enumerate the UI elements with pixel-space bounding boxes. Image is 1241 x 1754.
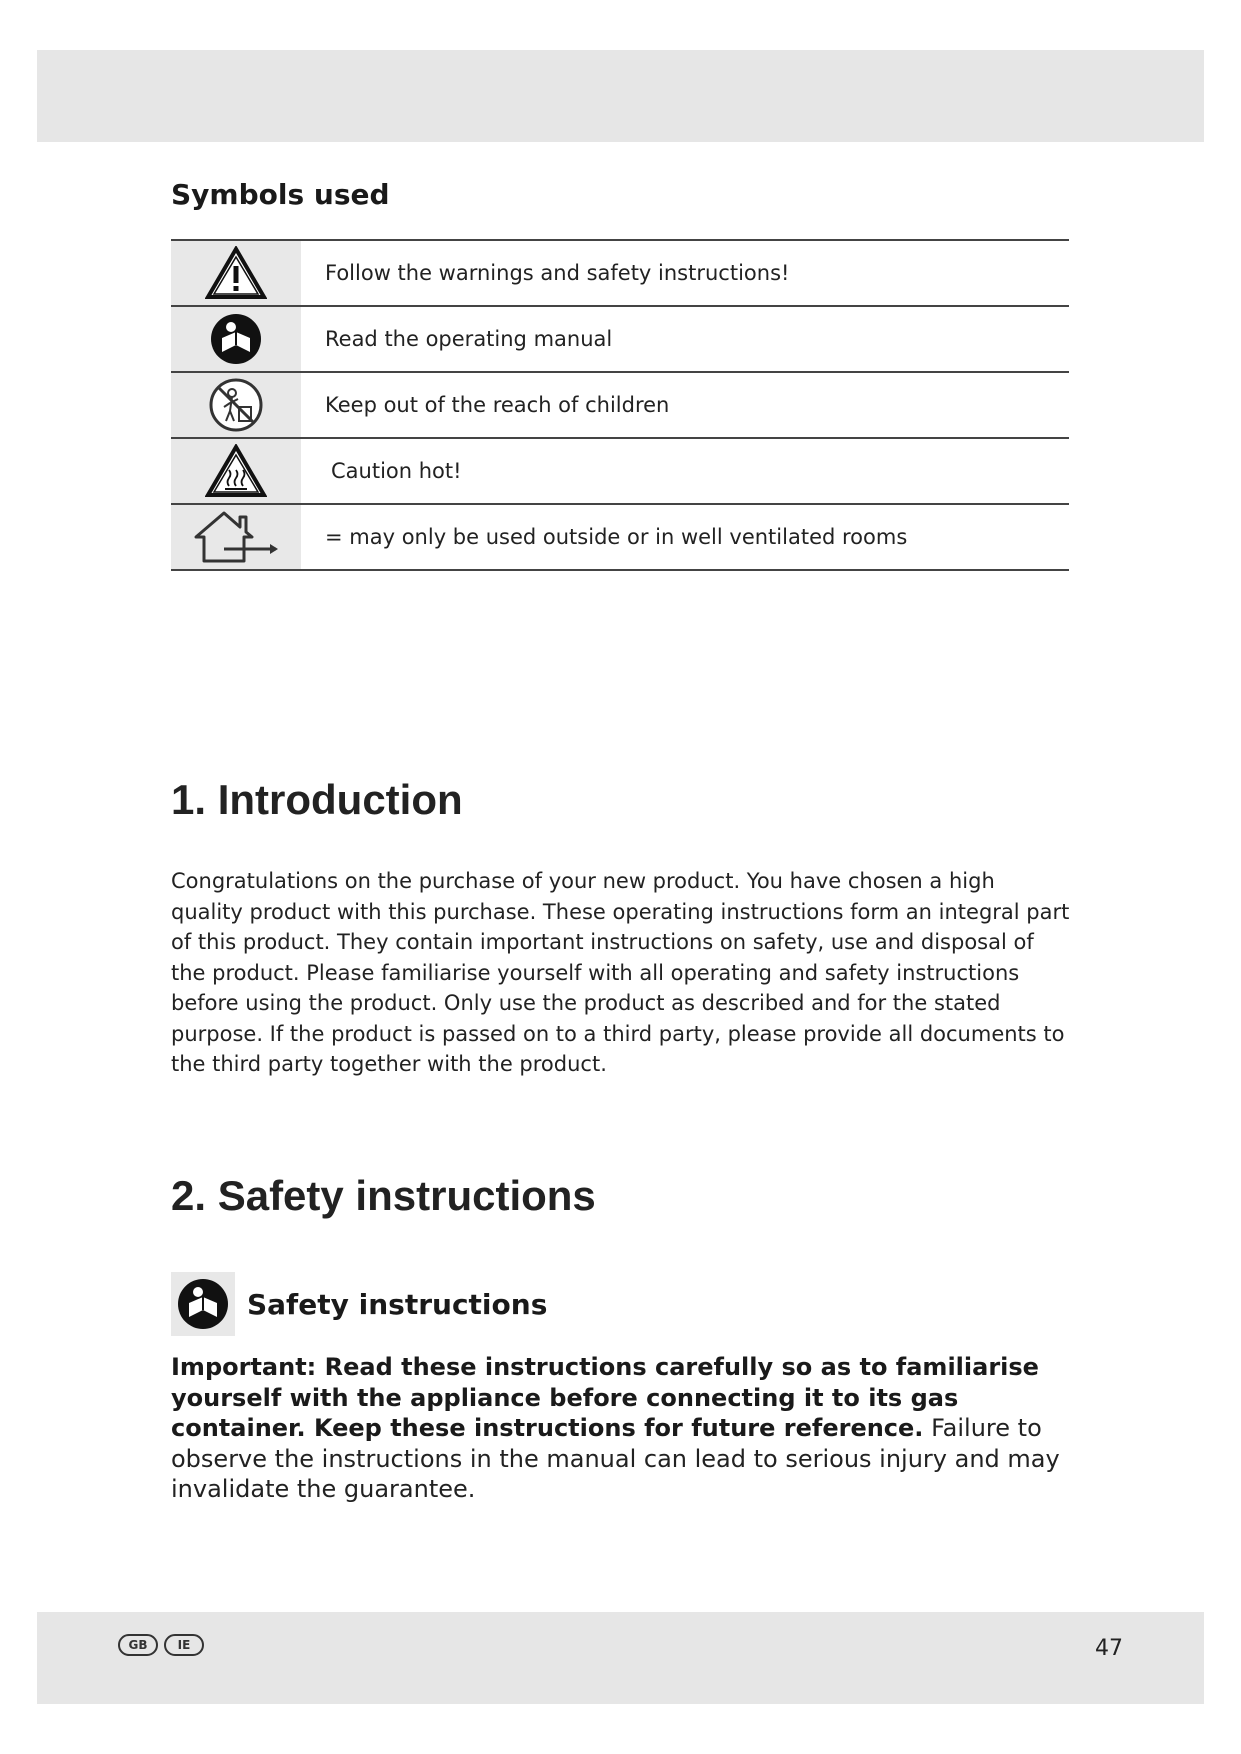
read-manual-icon [176,1277,230,1331]
read-manual-icon [209,312,263,366]
symbol-row [171,241,1069,307]
symbols-table [171,239,1069,571]
no-children-icon [208,377,264,433]
country-flags [118,1634,204,1656]
symbol-description: Read the operating manual [325,327,613,351]
symbols-title: Symbols used [171,178,390,211]
footer-band [37,1612,1204,1704]
warning-triangle-icon [205,246,267,300]
symbol-description: = may only be used outside or in well ventilated rooms [325,525,908,549]
symbol-row [171,307,1069,373]
symbol-description: Follow the warnings and safety instructions! [325,261,790,285]
important-notice [171,1352,1071,1505]
symbol-description: Caution hot! [331,459,462,483]
outdoor-house-icon [188,507,284,567]
page-number: 47 [1095,1636,1123,1661]
symbol-row [171,505,1069,571]
country-badge-gb: GB [118,1634,158,1656]
important-notice-bold: Important: Read these instructions carefully so as to familiarise yourself with the appliance before connecting it to its gas container. Keep these instructions for future reference. [171,1353,1039,1442]
symbol-row [171,439,1069,505]
safety-subheading: Safety instructions [247,1287,548,1321]
header-band [37,50,1204,142]
hot-surface-icon [205,444,267,498]
symbol-description: Keep out of the reach of children [325,393,670,417]
important-notice-rest: Failure to observe the instructions in the manual can lead to serious injury and may invalidate the guarantee. [171,1414,1060,1503]
safety-heading: 2. Safety instructions [171,1172,596,1219]
country-badge-ie: IE [164,1634,204,1656]
introduction-paragraph: Congratulations on the purchase of your new product. You have chosen a high quality product with this purchase. These operating instructions form an integral part of this product. They contain important instructions on safety, use and disposal of the product. Please familiarise yourself with all operating and safety instructions before using the product. Only use the product as described and for the stated purpose. If the product is passed on to a third party, please provide all documents to the third party together with the product. [171,869,1070,1076]
safety-subheading-row [171,1272,547,1336]
symbol-row [171,373,1069,439]
introduction-heading: 1. Introduction [171,776,463,823]
